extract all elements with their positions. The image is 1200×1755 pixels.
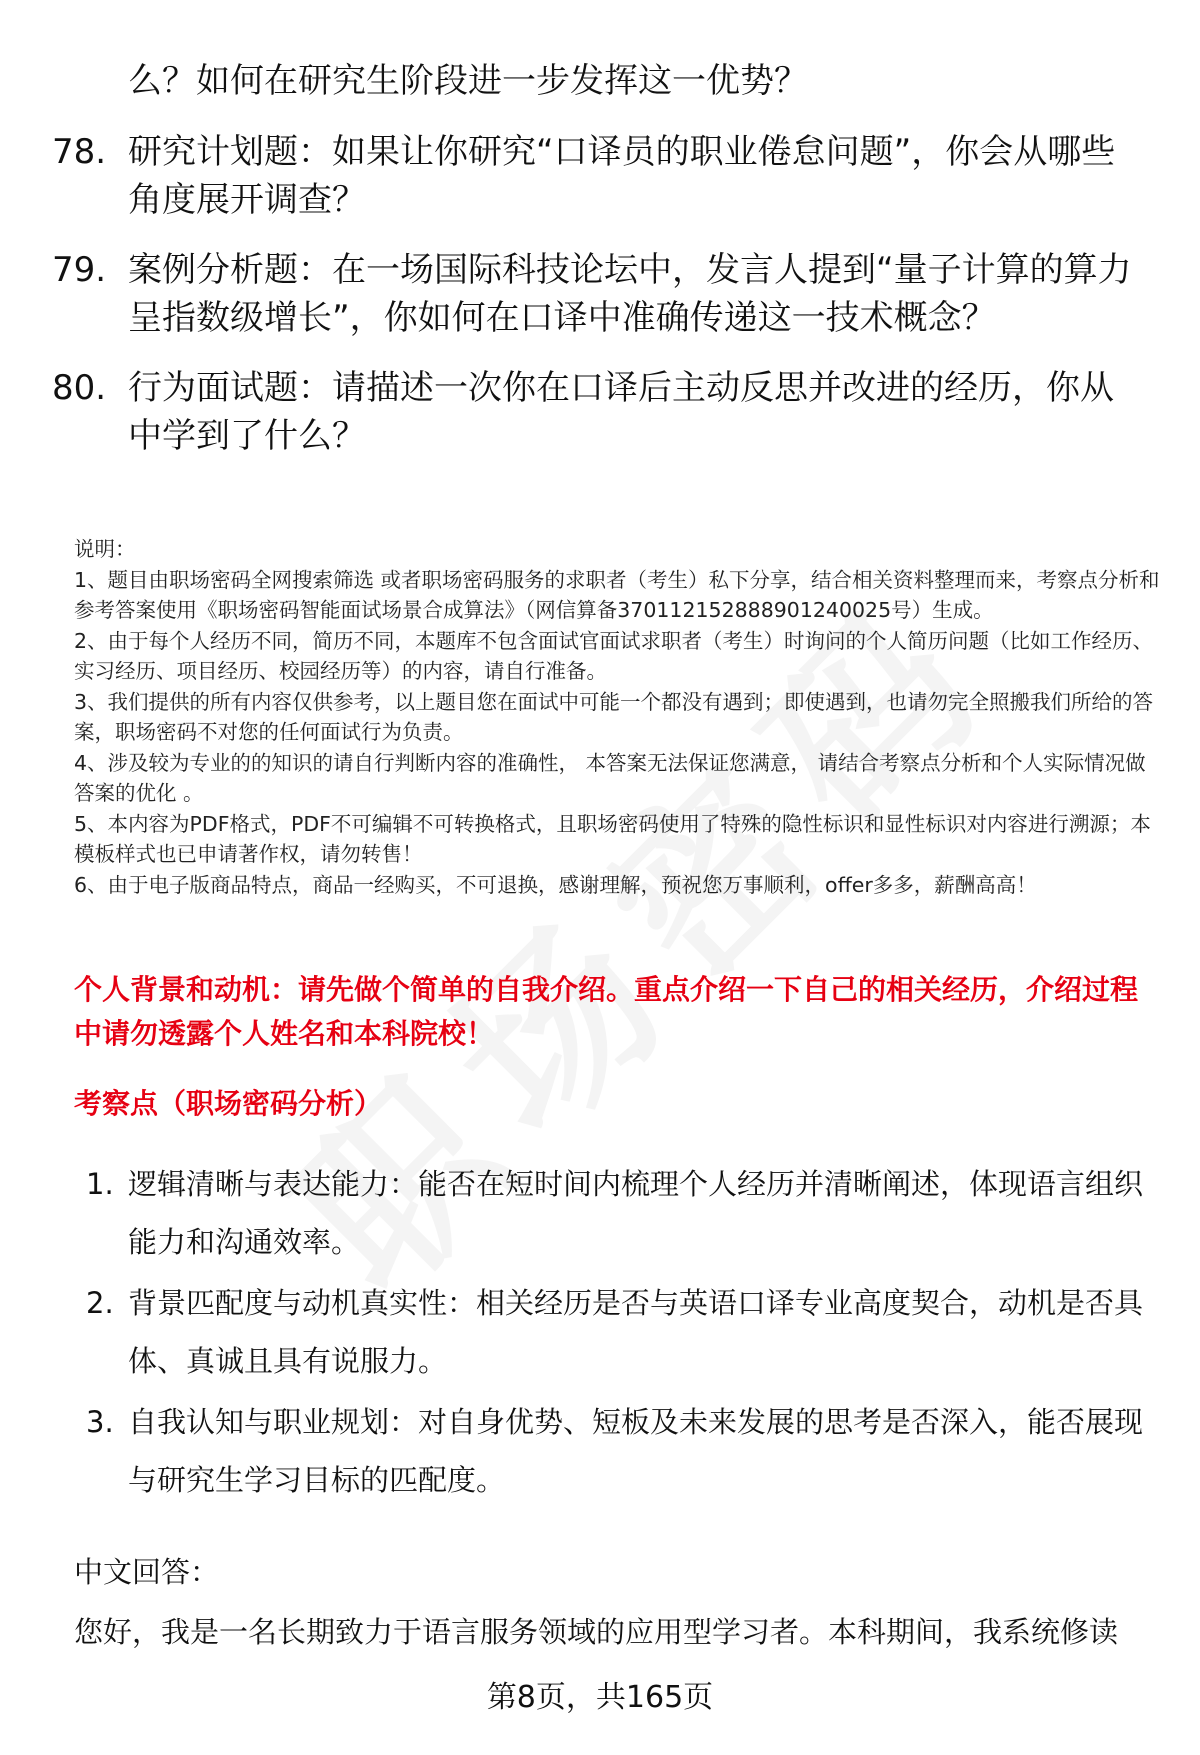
analysis-point-number: 1. — [86, 1167, 114, 1201]
page-footer: 第8页，共165页 — [486, 1680, 714, 1715]
question-text: 案例分析题：在一场国际科技论坛中，发言人提到“量子计算的算力呈指数级增长”，你如何在口译中准确传递这一技术概念？ — [128, 250, 1132, 338]
note-item: 2、由于每个人经历不同，简历不同，本题库不包含面试官面试求职者（考生）时询问的个人简历问题（比如工作经历、实习经历、项目经历、校园经历等）的内容，请自行准备。 — [74, 628, 1154, 683]
analysis-point-text: 背景匹配度与动机真实性：相关经历是否与英语口译专业高度契合，动机是否具体、真诚且具有说服力。 — [128, 1286, 1144, 1378]
question-text: 行为面试题：请描述一次你在口译后主动反思并改进的经历，你从中学到了什么？ — [128, 368, 1114, 456]
analysis-point-text: 自我认知与职业规划：对自身优势、短板及未来发展的思考是否深入，能否展现与研究生学习目标的匹配度。 — [128, 1405, 1144, 1497]
note-item: 5、本内容为PDF格式，PDF不可编辑不可转换格式，且职场密码使用了特殊的隐性标识和显性标识对内容进行溯源；本模板样式也已申请著作权，请勿转售！ — [74, 811, 1151, 866]
analysis-point-text: 逻辑清晰与表达能力：能否在短时间内梳理个人经历并清晰阐述，体现语言组织能力和沟通效率。 — [128, 1167, 1144, 1259]
note-item: 3、我们提供的所有内容仅供参考，以上题目您在面试中可能一个都没有遇到；即使遇到，也请勿完全照搬我们所给的答案，职场密码不对您的任何面试行为负责。 — [74, 689, 1154, 744]
analysis-point-number: 2. — [86, 1286, 114, 1320]
note-item: 1、题目由职场密码全网搜索筛选 或者职场密码服务的求职者（考生）私下分享，结合相关资料整理而来，考察点分析和参考答案使用《职场密码智能面试场景合成算法》（网信算备370112152888901240025号）生成。 — [74, 567, 1160, 622]
answer-label: 中文回答： — [74, 1555, 220, 1589]
question-text: 研究计划题：如果让你研究“口译员的职业倦怠问题”，你会从哪些角度展开调查？ — [128, 132, 1116, 220]
answer-text: 您好，我是一名长期致力于语言服务领域的应用型学习者。本科期间，我系统修读 — [74, 1615, 1119, 1649]
question-number: 80. — [52, 368, 107, 408]
question-heading: 个人背景和动机：请先做个简单的自我介绍。重点介绍一下自己的相关经历，介绍过程中请勿透露个人姓名和本科院校！ — [74, 973, 1139, 1050]
notes-block — [74, 534, 1164, 900]
question-continuation: 么？如何在研究生阶段进一步发挥这一优势？ — [128, 61, 808, 101]
question-number: 78. — [52, 132, 107, 172]
analysis-point-number: 3. — [86, 1405, 114, 1439]
note-item: 6、由于电子版商品特点，商品一经购买，不可退换，感谢理解，预祝您万事顺利，offer多多，薪酬高高！ — [74, 872, 1037, 897]
question-number: 79. — [52, 250, 107, 290]
notes-title: 说明： — [74, 537, 136, 561]
note-item: 4、涉及较为专业的的知识的请自行判断内容的准确性， 本答案无法保证您满意， 请结合考察点分析和个人实际情况做答案的优化 。 — [74, 750, 1146, 805]
analysis-heading: 考察点（职场密码分析） — [74, 1087, 383, 1120]
